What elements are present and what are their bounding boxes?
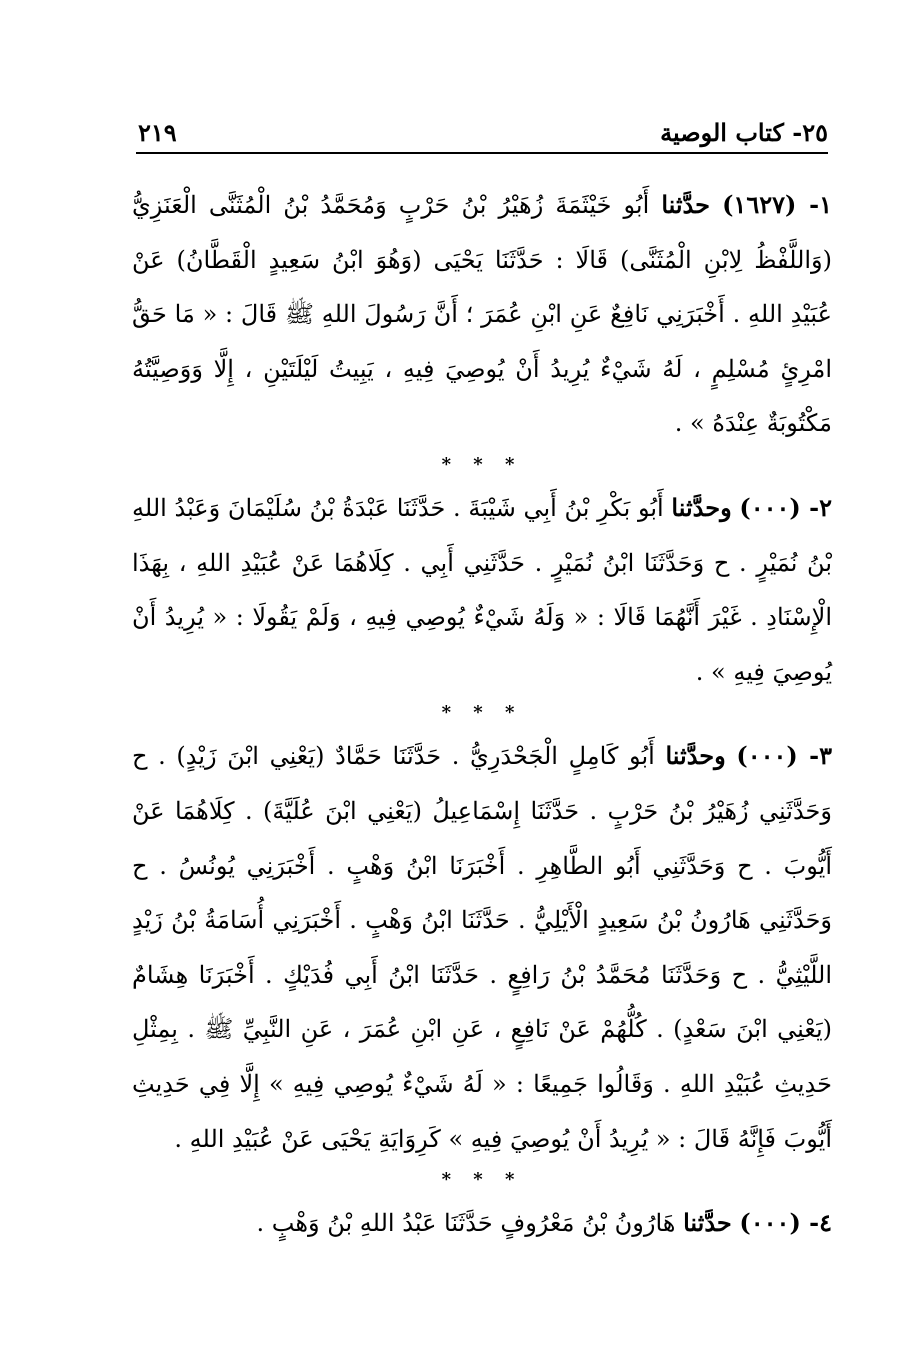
hadith-4 — [132, 1196, 832, 1251]
hadith-text: هَارُونُ بْنُ مَعْرُوفٍ حَدَّثَنَا عَبْدُ اللهِ بْنُ وَهْبٍ . — [256, 1209, 676, 1238]
hadith-number: ٣- (٠٠٠) — [736, 741, 832, 771]
hadith-text: أَبُو بَكْرِ بْنُ أَبِي شَيْبَةَ . حَدَّثَنَا عَبْدَةُ بْنُ سُلَيْمَانَ وَعَبْدُ اللهِ بْنُ نُمَيْرٍ . ح وَحَدَّثَنَا ابْنُ نُمَيْرٍ . حَدَّثَنِي أَبِي . كِلَاهُمَا عَنْ عُبَيْدِ اللهِ ، بِهَذَا الْإِسْنَادِ . غَيْرَ أَنَّهُمَا قَالَا : « وَلَهُ شَيْءٌ يُوصِي فِيهِ ، وَلَمْ يَقُولَا : « يُرِيدُ أَنْ يُوصِيَ فِيهِ » . — [132, 493, 832, 686]
separator: * * * — [441, 1169, 523, 1191]
separator: * * * — [441, 453, 523, 475]
hadith-number: ٤- (٠٠٠) — [739, 1208, 832, 1238]
hadith-lead: وحدَّثنا — [671, 492, 732, 522]
hadith-3 — [132, 729, 832, 1166]
page-body — [132, 178, 832, 1251]
hadith-text: أَبُو كَامِلٍ الْجَحْدَرِيُّ . حَدَّثَنَا حَمَّادٌ (يَعْنِي ابْنَ زَيْدٍ) . ح وَحَدَّثَنِي زُهَيْرُ بْنُ حَرْبٍ . حَدَّثَنَا إِسْمَاعِيلُ (يَعْنِي ابْنَ عُلَيَّةَ) . كِلَاهُمَا عَنْ أَيُّوبَ . ح وَحَدَّثَنِي أَبُو الطَّاهِرِ . أَخْبَرَنَا ابْنُ وَهْبٍ . أَخْبَرَنِي يُونُسُ . ح وَحَدَّثَنِي هَارُونُ بْنُ سَعِيدٍ الْأَيْلِيُّ . حَدَّثَنَا ابْنُ وَهْبٍ . أَخْبَرَنِي أُسَامَةُ بْنُ زَيْدٍ اللَّيْثِيُّ . ح وَحَدَّثَنَا مُحَمَّدُ بْنُ رَافِعٍ . حَدَّثَنَا ابْنُ أَبِي فُدَيْكٍ . أَخْبَرَنَا هِشَامٌ (يَعْنِي ابْنَ سَعْدٍ) . كُلُّهُمْ عَنْ نَافِعٍ ، عَنِ ابْنِ عُمَرَ ، عَنِ النَّبِيِّ ﷺ . بِمِثْلِ حَدِيثِ عُبَيْدِ اللهِ . وَقَالُوا جَمِيعًا : « لَهُ شَيْءٌ يُوصِي فِيهِ » إِلَّا فِي حَدِيثِ أَيُّوبَ فَإِنَّهُ قَالَ : « يُرِيدُ أَنْ يُوصِيَ فِيهِ » كَرِوَايَةِ يَحْيَى عَنْ عُبَيْدِ اللهِ . — [132, 742, 833, 1153]
header-rule — [136, 152, 828, 154]
chapter-title: ٢٥- كتاب الوصية — [660, 118, 828, 147]
hadith-number: ١- (١٦٢٧) — [722, 190, 832, 219]
hadith-1 — [132, 178, 832, 451]
hadith-2 — [132, 481, 832, 699]
hadith-lead: حدَّثنا — [683, 1208, 732, 1238]
separator: * * * — [441, 702, 523, 724]
page-number: ٢١٩ — [138, 118, 177, 147]
hadith-lead: وحدَّثنا — [665, 741, 726, 771]
hadith-text: أَبُو خَيْثَمَةَ زُهَيْرُ بْنُ حَرْبٍ وَمُحَمَّدُ بْنُ الْمُثَنَّى الْعَنَزِيُّ (وَاللَّفْظُ لِابْنِ الْمُثَنَّى) قَالَا : حَدَّثَنَا يَحْيَى (وَهُوَ ابْنُ سَعِيدٍ الْقَطَّانُ) عَنْ عُبَيْدِ اللهِ . أَخْبَرَنِي نَافِعٌ عَنِ ابْنِ عُمَرَ ؛ أَنَّ رَسُولَ اللهِ ﷺ قَالَ : « مَا حَقُّ امْرِئٍ مُسْلِمٍ ، لَهُ شَيْءٌ يُرِيدُ أَنْ يُوصِيَ فِيهِ ، يَبِيتُ لَيْلَتَيْنِ ، إِلَّا وَوَصِيَّتُهُ مَكْتُوبَةٌ عِنْدَهُ » . — [132, 191, 832, 438]
hadith-number: ٢- (٠٠٠) — [739, 492, 833, 522]
hadith-lead: حدَّثنا — [661, 190, 710, 219]
